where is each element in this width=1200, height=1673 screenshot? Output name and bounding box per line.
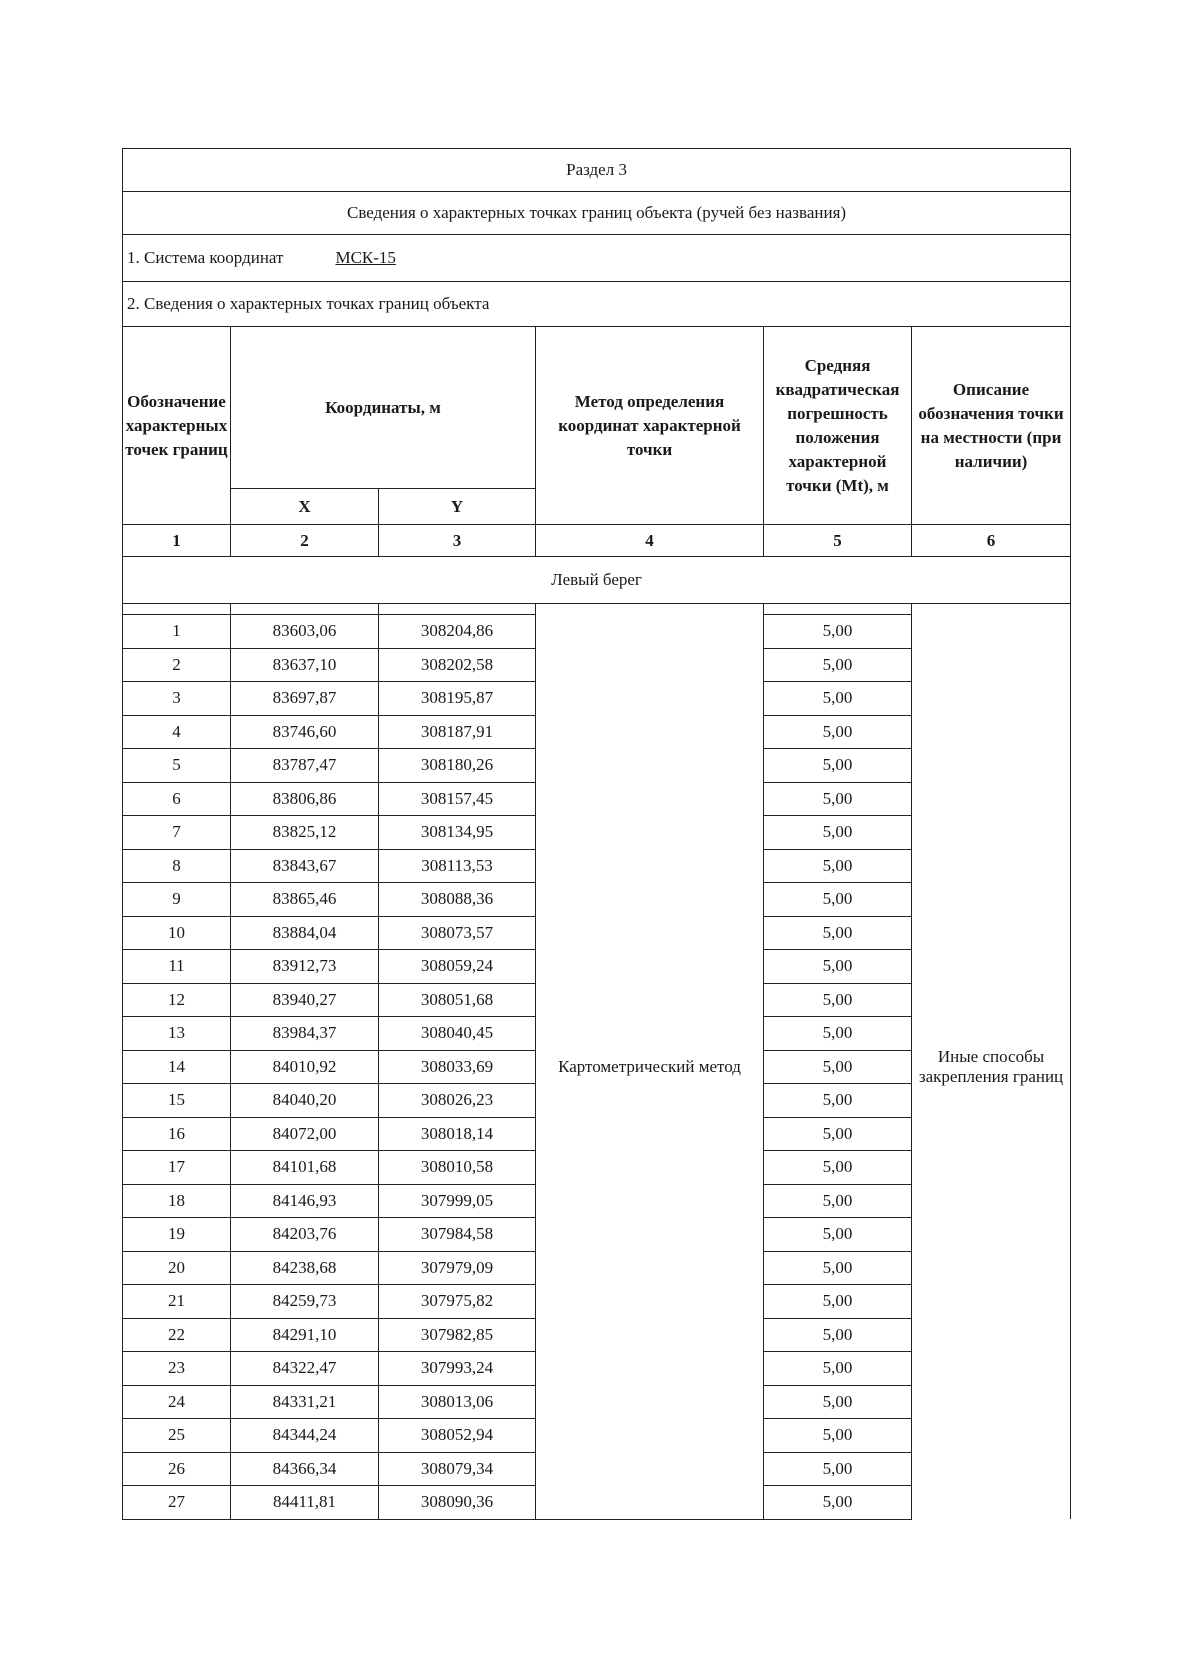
point-number: 9 bbox=[123, 883, 231, 917]
mt-value: 5,00 bbox=[764, 816, 912, 850]
point-number: 15 bbox=[123, 1084, 231, 1118]
coord-y: 308187,91 bbox=[379, 715, 536, 749]
point-number: 7 bbox=[123, 816, 231, 850]
coord-x: 83746,60 bbox=[231, 715, 379, 749]
coord-x: 84331,21 bbox=[231, 1385, 379, 1419]
point-number: 4 bbox=[123, 715, 231, 749]
point-number: 17 bbox=[123, 1151, 231, 1185]
mt-value: 5,00 bbox=[764, 883, 912, 917]
point-number: 8 bbox=[123, 849, 231, 883]
coord-y: 307975,82 bbox=[379, 1285, 536, 1319]
point-number: 20 bbox=[123, 1251, 231, 1285]
coord-x: 84411,81 bbox=[231, 1486, 379, 1520]
coord-y: 307979,09 bbox=[379, 1251, 536, 1285]
mt-value: 5,00 bbox=[764, 983, 912, 1017]
header-coords: Координаты, м bbox=[231, 327, 536, 489]
coord-y: 308157,45 bbox=[379, 782, 536, 816]
mt-value: 5,00 bbox=[764, 1084, 912, 1118]
coord-y: 308079,34 bbox=[379, 1452, 536, 1486]
coord-y: 308059,24 bbox=[379, 950, 536, 984]
spacer-cell bbox=[123, 604, 231, 615]
mt-value: 5,00 bbox=[764, 1218, 912, 1252]
mt-value: 5,00 bbox=[764, 1184, 912, 1218]
spacer-cell bbox=[231, 604, 379, 615]
mt-value: 5,00 bbox=[764, 1452, 912, 1486]
point-number: 18 bbox=[123, 1184, 231, 1218]
point-number: 22 bbox=[123, 1318, 231, 1352]
header-error: Средняя квадратическая погрешность положения характерной точки (Mt), м bbox=[764, 327, 912, 525]
object-title: Сведения о характерных точках границ объекта (ручей без названия) bbox=[123, 192, 1071, 235]
point-number: 13 bbox=[123, 1017, 231, 1051]
spacer-cell bbox=[764, 604, 912, 615]
mt-value: 5,00 bbox=[764, 1050, 912, 1084]
point-number: 21 bbox=[123, 1285, 231, 1319]
mt-value: 5,00 bbox=[764, 782, 912, 816]
coord-x: 83637,10 bbox=[231, 648, 379, 682]
spacer-cell bbox=[379, 604, 536, 615]
coord-y: 307993,24 bbox=[379, 1352, 536, 1386]
coord-x: 84322,47 bbox=[231, 1352, 379, 1386]
mt-value: 5,00 bbox=[764, 648, 912, 682]
coord-y: 308026,23 bbox=[379, 1084, 536, 1118]
mt-value: 5,00 bbox=[764, 849, 912, 883]
mt-value: 5,00 bbox=[764, 1117, 912, 1151]
header-method: Метод определения координат характерной точки bbox=[536, 327, 764, 525]
coord-x: 84040,20 bbox=[231, 1084, 379, 1118]
boundary-points-table bbox=[122, 148, 1071, 1520]
point-number: 24 bbox=[123, 1385, 231, 1419]
coord-y: 308088,36 bbox=[379, 883, 536, 917]
point-number: 26 bbox=[123, 1452, 231, 1486]
coord-y: 308195,87 bbox=[379, 682, 536, 716]
points-info-label: 2. Сведения о характерных точках границ объекта bbox=[123, 282, 1071, 327]
coord-x: 83940,27 bbox=[231, 983, 379, 1017]
coord-x: 83825,12 bbox=[231, 816, 379, 850]
coord-y: 307984,58 bbox=[379, 1218, 536, 1252]
coord-x: 84344,24 bbox=[231, 1419, 379, 1453]
point-number: 19 bbox=[123, 1218, 231, 1252]
mt-value: 5,00 bbox=[764, 916, 912, 950]
coord-x: 83603,06 bbox=[231, 615, 379, 649]
spacer-row bbox=[123, 604, 1071, 615]
column-number: 2 bbox=[231, 525, 379, 557]
column-number: 5 bbox=[764, 525, 912, 557]
coord-x: 83884,04 bbox=[231, 916, 379, 950]
mt-value: 5,00 bbox=[764, 950, 912, 984]
coord-y: 308051,68 bbox=[379, 983, 536, 1017]
point-number: 6 bbox=[123, 782, 231, 816]
coord-x: 83984,37 bbox=[231, 1017, 379, 1051]
point-number: 27 bbox=[123, 1486, 231, 1520]
coord-x: 84203,76 bbox=[231, 1218, 379, 1252]
coord-x: 83697,87 bbox=[231, 682, 379, 716]
mt-value: 5,00 bbox=[764, 1251, 912, 1285]
method-cell: Картометрический метод bbox=[536, 615, 764, 1520]
spacer-cell bbox=[536, 604, 764, 615]
coord-y: 308113,53 bbox=[379, 849, 536, 883]
mt-value: 5,00 bbox=[764, 1318, 912, 1352]
description-cell: Иные способы закрепления границ bbox=[912, 615, 1071, 1520]
coord-y: 308013,06 bbox=[379, 1385, 536, 1419]
coord-y: 307982,85 bbox=[379, 1318, 536, 1352]
coord-x: 84101,68 bbox=[231, 1151, 379, 1185]
point-number: 11 bbox=[123, 950, 231, 984]
coord-y: 308010,58 bbox=[379, 1151, 536, 1185]
coord-y: 308052,94 bbox=[379, 1419, 536, 1453]
header-y: Y bbox=[379, 489, 536, 525]
coord-x: 83806,86 bbox=[231, 782, 379, 816]
coord-y: 308204,86 bbox=[379, 615, 536, 649]
mt-value: 5,00 bbox=[764, 1017, 912, 1051]
mt-value: 5,00 bbox=[764, 682, 912, 716]
point-number: 1 bbox=[123, 615, 231, 649]
header-designation: Обозначение характерных точек границ bbox=[123, 327, 231, 525]
mt-value: 5,00 bbox=[764, 1352, 912, 1386]
coord-y: 308202,58 bbox=[379, 648, 536, 682]
section-title: Раздел 3 bbox=[123, 149, 1071, 192]
point-number: 3 bbox=[123, 682, 231, 716]
coord-system-value: МСК-15 bbox=[335, 248, 396, 267]
mt-value: 5,00 bbox=[764, 1151, 912, 1185]
coord-x: 84259,73 bbox=[231, 1285, 379, 1319]
coord-x: 84291,10 bbox=[231, 1318, 379, 1352]
column-number: 4 bbox=[536, 525, 764, 557]
coord-system-row bbox=[123, 235, 1071, 282]
point-number: 25 bbox=[123, 1419, 231, 1453]
point-number: 14 bbox=[123, 1050, 231, 1084]
column-number: 1 bbox=[123, 525, 231, 557]
point-number: 2 bbox=[123, 648, 231, 682]
spacer-cell bbox=[912, 604, 1071, 615]
mt-value: 5,00 bbox=[764, 749, 912, 783]
header-description: Описание обозначения точки на местности (при наличии) bbox=[912, 327, 1071, 525]
mt-value: 5,00 bbox=[764, 1486, 912, 1520]
coord-x: 84010,92 bbox=[231, 1050, 379, 1084]
point-number: 16 bbox=[123, 1117, 231, 1151]
coord-x: 83865,46 bbox=[231, 883, 379, 917]
coord-y: 308018,14 bbox=[379, 1117, 536, 1151]
coord-y: 307999,05 bbox=[379, 1184, 536, 1218]
mt-value: 5,00 bbox=[764, 1419, 912, 1453]
mt-value: 5,00 bbox=[764, 1285, 912, 1319]
coord-x: 84072,00 bbox=[231, 1117, 379, 1151]
coord-x: 83843,67 bbox=[231, 849, 379, 883]
coord-system-label: 1. Система координат bbox=[127, 248, 284, 267]
mt-value: 5,00 bbox=[764, 615, 912, 649]
coord-x: 83787,47 bbox=[231, 749, 379, 783]
coord-y: 308180,26 bbox=[379, 749, 536, 783]
mt-value: 5,00 bbox=[764, 715, 912, 749]
point-number: 23 bbox=[123, 1352, 231, 1386]
coord-x: 83912,73 bbox=[231, 950, 379, 984]
coord-x: 84238,68 bbox=[231, 1251, 379, 1285]
point-number: 5 bbox=[123, 749, 231, 783]
coord-y: 308033,69 bbox=[379, 1050, 536, 1084]
point-number: 10 bbox=[123, 916, 231, 950]
coord-x: 84146,93 bbox=[231, 1184, 379, 1218]
mt-value: 5,00 bbox=[764, 1385, 912, 1419]
subsection-title: Левый берег bbox=[123, 557, 1071, 604]
coord-x: 84366,34 bbox=[231, 1452, 379, 1486]
coord-y: 308073,57 bbox=[379, 916, 536, 950]
column-number: 6 bbox=[912, 525, 1071, 557]
table-row bbox=[123, 615, 1071, 649]
header-x: X bbox=[231, 489, 379, 525]
point-number: 12 bbox=[123, 983, 231, 1017]
coord-y: 308040,45 bbox=[379, 1017, 536, 1051]
column-number: 3 bbox=[379, 525, 536, 557]
coord-y: 308090,36 bbox=[379, 1486, 536, 1520]
coord-y: 308134,95 bbox=[379, 816, 536, 850]
